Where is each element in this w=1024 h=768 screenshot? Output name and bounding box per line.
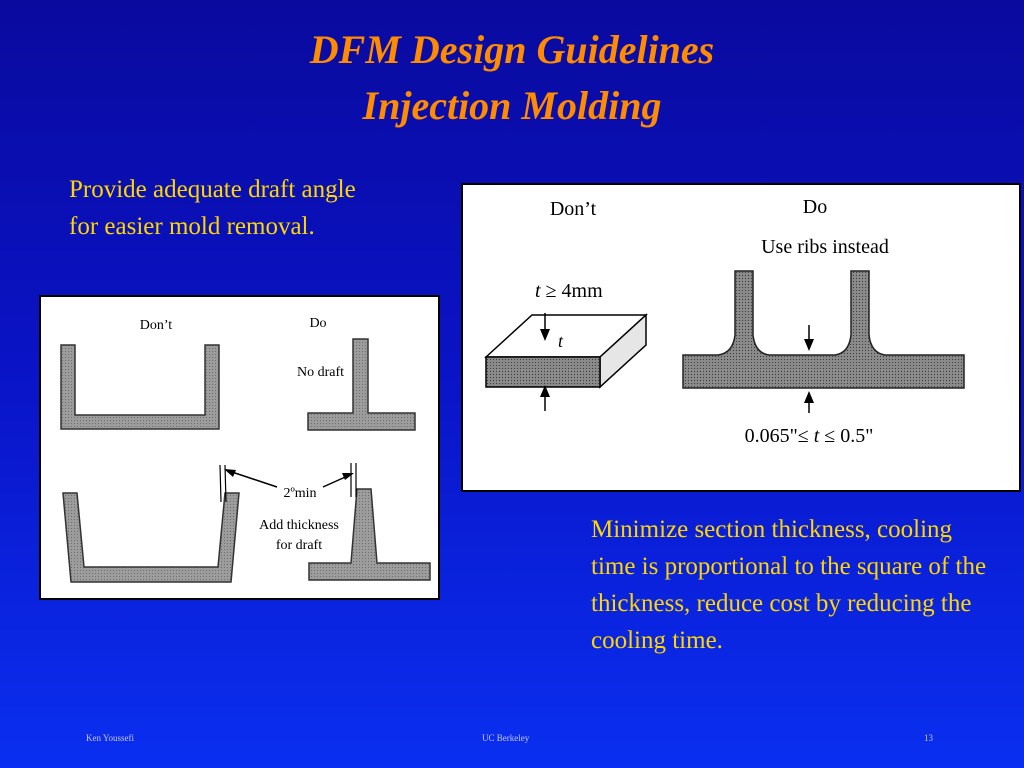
- draft-do-label: Do: [309, 316, 327, 331]
- section-thickness-guideline-text: Minimize section thickness, cooling time is proportional to the square of the thickness, reduce cost by reducing the cooling time.: [591, 516, 987, 654]
- add-thickness-label-line2: for draft: [275, 538, 323, 553]
- dont-thickness-value: ≥ 4mm: [540, 280, 603, 302]
- thickness-dont-label: Don’t: [549, 198, 597, 220]
- footer-author: Ken Youssefi: [86, 733, 135, 743]
- cup-no-draft-shape: [61, 345, 219, 429]
- angle-label: 2ºmin: [283, 486, 317, 501]
- rib-no-draft-shape: [308, 339, 415, 430]
- no-draft-label: No draft: [297, 365, 345, 380]
- thick-block-front: [486, 357, 600, 387]
- footer-organization: UC Berkeley: [482, 733, 530, 743]
- footer-page-number: 13: [924, 733, 933, 743]
- draft-dont-label: Don’t: [139, 318, 173, 333]
- draft-angle-figure: [39, 295, 440, 600]
- thickness-do-label: Do: [802, 196, 828, 218]
- thickness-range-label: [745, 425, 874, 447]
- add-thickness-label-line1: Add thickness: [259, 518, 339, 533]
- block-thickness-symbol: t: [558, 331, 564, 351]
- draft-angle-guideline-text: Provide adequate draft angle for easier mold removal.: [69, 176, 356, 240]
- thickness-range-prefix: 0.065"≤: [744, 425, 814, 447]
- cup-with-draft-shape: [63, 493, 239, 582]
- ribbed-plate-shape: [683, 271, 964, 388]
- rib-with-draft-shape: [309, 489, 430, 580]
- section-thickness-figure: [461, 183, 1021, 492]
- slide-title-line1: DFM Design Guidelines: [309, 27, 715, 72]
- thickness-range-symbol: t: [813, 425, 820, 447]
- slide-title-line2: Injection Molding: [362, 83, 662, 128]
- dont-thickness-relation: [535, 280, 603, 302]
- use-ribs-label: Use ribs instead: [761, 236, 889, 258]
- dont-thickness-symbol: t: [535, 280, 541, 302]
- thickness-range-suffix: ≤ 0.5": [819, 425, 874, 447]
